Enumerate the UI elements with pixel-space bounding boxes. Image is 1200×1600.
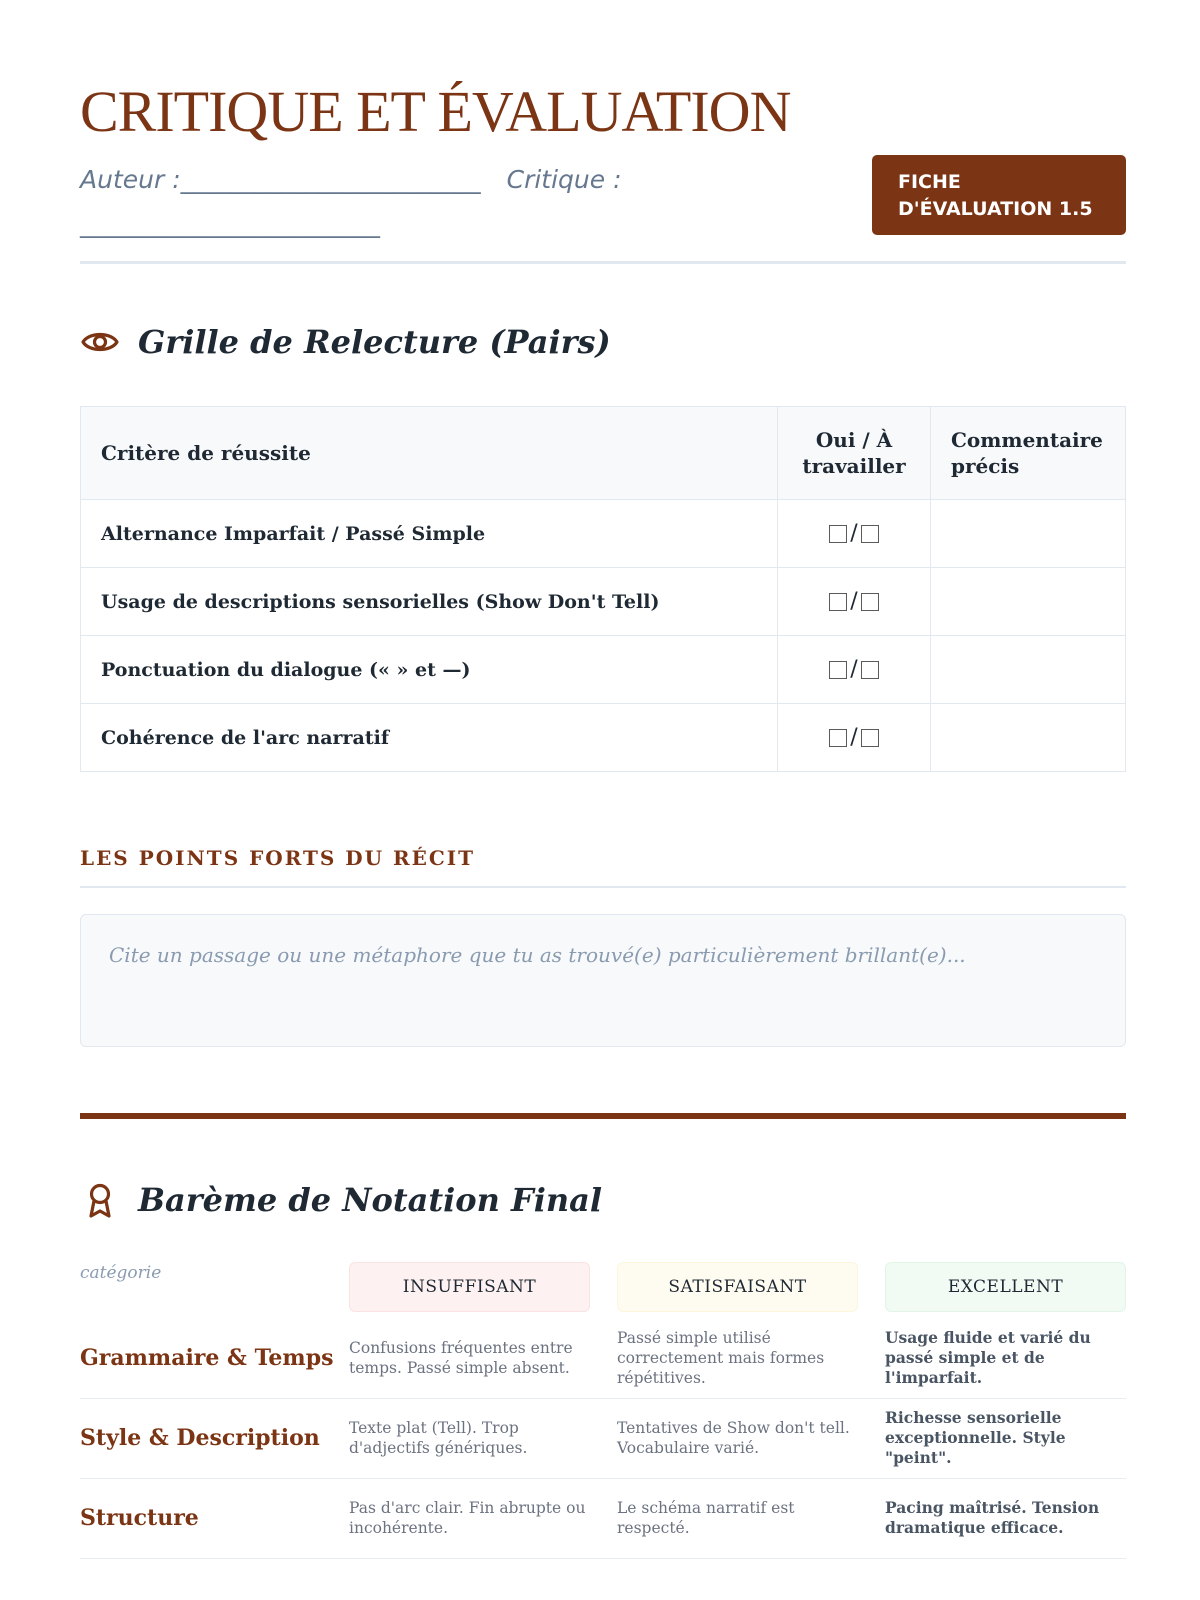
rubric-excellent: Richesse sensorielle exceptionnelle. Style "peint". <box>885 1408 1066 1467</box>
comment-cell[interactable] <box>930 568 1125 636</box>
rubric-satisfactory: Passé simple utilisé correctement mais formes répétitives. <box>617 1329 825 1387</box>
rubric-insufficient: Confusions fréquentes entre temps. Passé simple absent. <box>349 1339 573 1377</box>
rubric-insufficient: Texte plat (Tell). Trop d'adjectifs génériques. <box>349 1419 528 1457</box>
checkbox-yes[interactable] <box>829 593 847 611</box>
table-row <box>81 704 1126 772</box>
column-criterion: Critère de réussite <box>81 407 778 500</box>
checkbox-yes[interactable] <box>829 661 847 679</box>
checkbox-work[interactable] <box>861 525 879 543</box>
rubric-satisfactory: Le schéma narratif est respecté. <box>617 1499 795 1537</box>
critic-blank[interactable]: ________________________ <box>80 209 380 238</box>
criterion-cell: Usage de descriptions sensorielles (Show Don't Tell) <box>81 568 778 636</box>
header-divider <box>80 261 1126 264</box>
checkbox-yes[interactable] <box>829 729 847 747</box>
rubric-excellent: Usage fluide et varié du passé simple et de l'imparfait. <box>885 1328 1091 1387</box>
review-title: Grille de Relecture (Pairs) <box>138 323 611 361</box>
level-insufficient: INSUFFISANT <box>349 1262 590 1312</box>
rubric-satisfactory: Tentatives de Show don't tell. Vocabulaire varié. <box>617 1419 850 1457</box>
checkbox-work[interactable] <box>861 593 879 611</box>
check-cell: / <box>778 704 931 772</box>
author-critic-line <box>80 158 800 246</box>
rubric-category: Structure <box>80 1505 199 1531</box>
table-row <box>81 636 1126 704</box>
criterion-cell: Alternance Imparfait / Passé Simple <box>81 500 778 568</box>
review-table <box>80 406 1126 772</box>
criterion-cell: Ponctuation du dialogue (« » et —) <box>81 636 778 704</box>
author-label: Auteur : <box>80 165 181 194</box>
criterion-cell: Cohérence de l'arc narratif <box>81 704 778 772</box>
section-divider <box>80 1113 1126 1119</box>
rubric-category: Style & Description <box>80 1425 320 1451</box>
checkbox-yes[interactable] <box>829 525 847 543</box>
rubric-row <box>80 1318 1126 1399</box>
review-table-header <box>81 407 1126 500</box>
rubric-excellent: Pacing maîtrisé. Tension dramatique efficace. <box>885 1498 1100 1537</box>
award-icon <box>80 1180 120 1220</box>
page-title: CRITIQUE ET ÉVALUATION <box>80 79 791 144</box>
category-label: catégorie <box>80 1263 162 1283</box>
check-cell: / <box>778 500 931 568</box>
comment-cell[interactable] <box>930 704 1125 772</box>
column-comment: Commentaire précis <box>930 407 1125 500</box>
rubric-category: Grammaire & Temps <box>80 1345 334 1371</box>
comment-cell[interactable] <box>930 500 1125 568</box>
rubric-heading <box>80 1180 602 1220</box>
eye-icon <box>80 322 120 362</box>
table-row <box>81 500 1126 568</box>
checkbox-work[interactable] <box>861 729 879 747</box>
rubric-row <box>80 1478 1126 1559</box>
author-blank[interactable]: ________________________ <box>180 165 481 194</box>
strengths-divider <box>80 886 1126 888</box>
check-cell: / <box>778 636 931 704</box>
critic-label: Critique : <box>506 165 622 194</box>
check-cell: / <box>778 568 931 636</box>
strengths-title: LES POINTS FORTS DU RÉCIT <box>80 846 476 870</box>
table-row <box>81 568 1126 636</box>
comment-cell[interactable] <box>930 636 1125 704</box>
rubric-insufficient: Pas d'arc clair. Fin abrupte ou incohérente. <box>349 1499 586 1537</box>
checkbox-work[interactable] <box>861 661 879 679</box>
rubric-title: Barème de Notation Final <box>138 1181 603 1219</box>
sheet-badge: FICHE D'ÉVALUATION 1.5 <box>872 155 1126 235</box>
column-yes-work: Oui / À travailler <box>778 407 931 500</box>
rubric-row <box>80 1398 1126 1479</box>
level-excellent: EXCELLENT <box>885 1262 1126 1312</box>
level-satisfactory: SATISFAISANT <box>617 1262 858 1312</box>
strengths-input[interactable]: Cite un passage ou une métaphore que tu as trouvé(e) particulièrement brillant(e)... <box>80 914 1126 1047</box>
review-heading <box>80 322 611 362</box>
